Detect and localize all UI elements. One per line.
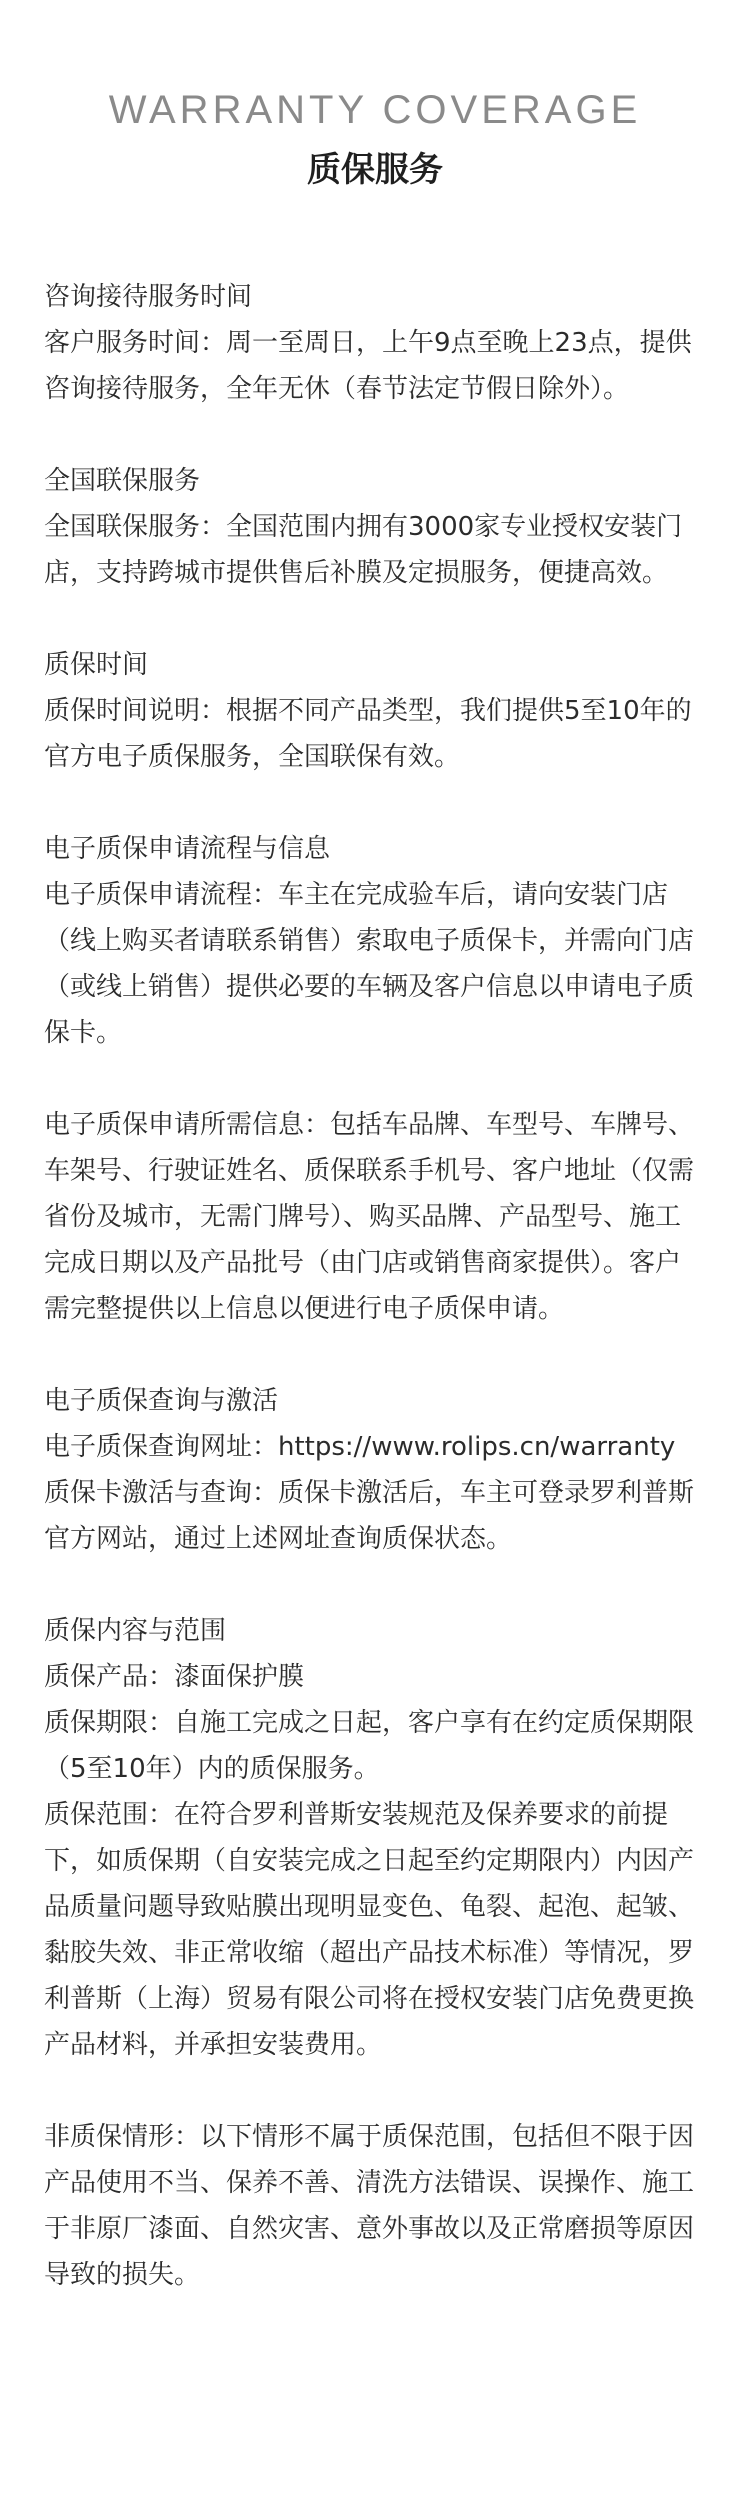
section-paragraph: 全国联保服务：全国范围内拥有3000家专业授权安装门店，支持跨城市提供售后补膜及定损服务，便捷高效。	[44, 512, 683, 588]
page-header	[0, 82, 750, 194]
section-paragraph: 电子质保申请所需信息：包括车品牌、车型号、车牌号、车架号、行驶证姓名、质保联系手机号、客户地址（仅需省份及城市，无需门牌号）、购买品牌、产品型号、施工完成日期以及产品批号（由门店或销售商家提供）。客户需完整提供以上信息以便进行电子质保申请。	[44, 1110, 695, 1324]
section-exclusions	[44, 2114, 704, 2298]
section-content-scope	[44, 1608, 704, 2068]
page-title-english: WARRANTY COVERAGE	[108, 88, 642, 132]
section-paragraph: 质保时间说明：根据不同产品类型，我们提供5至10年的官方电子质保服务，全国联保有效。	[44, 696, 692, 772]
section-query-activation	[44, 1378, 704, 1562]
section-national-warranty	[44, 458, 704, 596]
section-heading: 电子质保申请流程与信息	[44, 834, 331, 864]
warranty-content	[44, 274, 704, 2344]
section-paragraph: 客户服务时间：周一至周日，上午9点至晚上23点，提供咨询接待服务，全年无休（春节法定节假日除外）。	[44, 328, 692, 404]
section-heading: 质保时间	[44, 650, 149, 680]
section-application-info	[44, 1102, 704, 1332]
section-paragraph: 质保卡激活与查询：质保卡激活后，车主可登录罗利普斯官方网站，通过上述网址查询质保状态。	[44, 1478, 695, 1554]
section-heading: 全国联保服务	[44, 466, 201, 496]
section-heading: 电子质保查询与激活	[44, 1386, 279, 1416]
section-paragraph: 质保范围：在符合罗利普斯安装规范及保养要求的前提下，如质保期（自安装完成之日起至约定期限内）内因产品质量问题导致贴膜出现明显变色、龟裂、起泡、起皱、黏胶失效、非正常收缩（超出产品技术标准）等情况，罗利普斯（上海）贸易有限公司将在授权安装门店免费更换产品材料，并承担安装费用。	[44, 1800, 695, 2060]
section-application-process	[44, 826, 704, 1056]
section-paragraph: 质保产品：漆面保护膜	[44, 1662, 305, 1692]
section-service-hours	[44, 274, 704, 412]
section-heading: 质保内容与范围	[44, 1616, 227, 1646]
section-heading: 咨询接待服务时间	[44, 282, 253, 312]
section-paragraph: 质保期限：自施工完成之日起，客户享有在约定质保期限（5至10年）内的质保服务。	[44, 1708, 695, 1784]
page-title-chinese: 质保服务	[307, 150, 443, 190]
warranty-query-url: 电子质保查询网址：https://www.rolips.cn/warranty	[44, 1432, 676, 1462]
section-warranty-period	[44, 642, 704, 780]
section-paragraph: 电子质保申请流程：车主在完成验车后，请向安装门店（线上购买者请联系销售）索取电子质保卡，并需向门店（或线上销售）提供必要的车辆及客户信息以申请电子质保卡。	[44, 880, 695, 1048]
section-paragraph: 非质保情形：以下情形不属于质保范围，包括但不限于因产品使用不当、保养不善、清洗方法错误、误操作、施工于非原厂漆面、自然灾害、意外事故以及正常磨损等原因导致的损失。	[44, 2122, 695, 2290]
